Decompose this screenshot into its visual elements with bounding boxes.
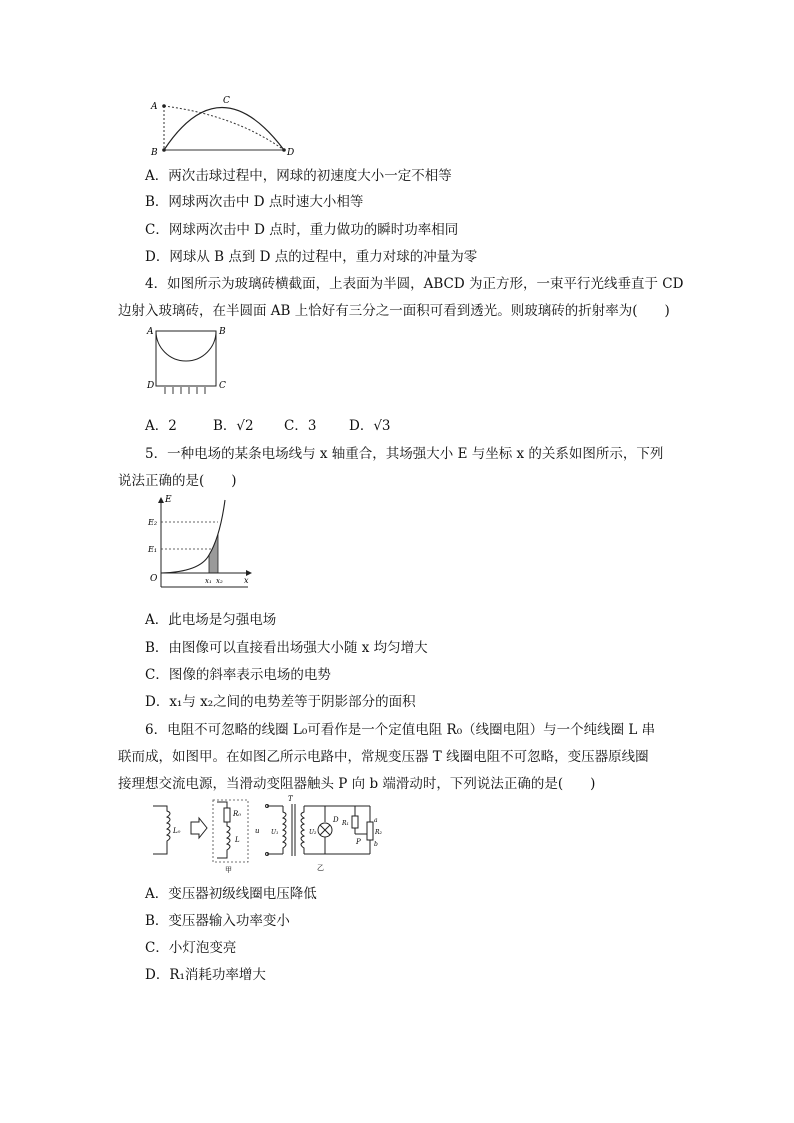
q4-stem-line1: 4．如图所示为玻璃砖横截面，上表面为半圆，ABCD 为正方形，一束平行光线垂直于 CD bbox=[145, 276, 684, 292]
q6-stem-line1: 6．电阻不可忽略的线圈 L₀可看作是一个定值电阻 R₀（线圈电阻）与一个纯线圈 L 串 bbox=[145, 722, 656, 738]
q6-option-c: C．小灯泡变亮 bbox=[145, 940, 237, 956]
label-B: B bbox=[219, 327, 226, 337]
label-U1: U₁ bbox=[271, 829, 279, 836]
label-x2: x₂ bbox=[216, 577, 223, 585]
label-b: b bbox=[374, 841, 378, 848]
label-T: T bbox=[288, 795, 293, 803]
q5-stem-line1: 5．一种电场的某条电场线与 x 轴重合，其场强大小 E 与坐标 x 的关系如图所示，下列 bbox=[145, 446, 664, 462]
circuit-figure bbox=[145, 794, 405, 874]
q4-option-d: D．√3 bbox=[349, 418, 391, 434]
label-A: A bbox=[147, 327, 154, 337]
label-a: a bbox=[374, 817, 378, 824]
label-P: P bbox=[356, 838, 361, 846]
q5-option-a: A．此电场是匀强电场 bbox=[145, 612, 277, 628]
label-x1: x₁ bbox=[205, 577, 212, 585]
q3-option-a: A．两次击球过程中，网球的初速度大小一定不相等 bbox=[145, 168, 452, 184]
label-D: D bbox=[333, 816, 339, 824]
label-D: D bbox=[287, 148, 295, 157]
q6-option-b: B．变压器输入功率变小 bbox=[145, 913, 290, 929]
q3-option-b: B．网球两次击中 D 点时速大小相等 bbox=[145, 194, 364, 210]
label-E: E bbox=[165, 495, 172, 505]
tennis-trajectory-figure bbox=[145, 95, 295, 157]
label-u: u bbox=[255, 827, 260, 835]
q4-option-c: C．3 bbox=[284, 418, 317, 434]
q3-option-c: C．网球两次击中 D 点时，重力做功的瞬时功率相同 bbox=[145, 222, 459, 238]
q4-option-a: A．2 bbox=[145, 418, 177, 434]
label-L0: L₀ bbox=[173, 827, 181, 835]
label-E2: E₂ bbox=[148, 518, 158, 527]
label-E1: E₁ bbox=[148, 545, 158, 554]
q6-stem-line3: 接理想交流电源，当滑动变阻器触头 P 向 b 端滑动时，下列说法正确的是( ) bbox=[118, 776, 596, 792]
q6-stem-line2: 联而成，如图甲。在如图乙所示电路中，常规变压器 T 线圈电阻不可忽略，变压器原线圈 bbox=[118, 749, 649, 765]
label-A: A bbox=[151, 102, 158, 112]
q6-option-d: D．R₁消耗功率增大 bbox=[145, 967, 266, 983]
label-C: C bbox=[219, 381, 226, 391]
q5-stem-line2: 说法正确的是( ) bbox=[118, 473, 237, 489]
q6-option-a: A．变压器初级线圈电压降低 bbox=[145, 886, 317, 902]
label-jia: 甲 bbox=[225, 866, 232, 874]
label-L: L bbox=[235, 836, 240, 844]
label-yi: 乙 bbox=[317, 864, 324, 872]
label-U2: U₂ bbox=[309, 829, 317, 836]
label-D: D bbox=[147, 381, 155, 391]
glass-brick-figure bbox=[145, 325, 235, 395]
label-x: x bbox=[244, 576, 249, 585]
label-O: O bbox=[150, 574, 158, 584]
label-R1: R₁ bbox=[342, 820, 349, 827]
q3-option-d: D．网球从 B 点到 D 点的过程中，重力对球的冲量为零 bbox=[145, 249, 478, 265]
q5-option-c: C．图像的斜率表示电场的电势 bbox=[145, 667, 331, 683]
label-C: C bbox=[223, 96, 230, 106]
field-strength-graph bbox=[145, 492, 255, 598]
label-B: B bbox=[151, 148, 158, 157]
q4-stem-line2: 边射入玻璃砖，在半圆面 AB 上恰好有三分之一面积可看到透光。则玻璃砖的折射率为( ) bbox=[118, 303, 670, 319]
q4-option-b: B．√2 bbox=[213, 418, 254, 434]
label-R2: R₂ bbox=[375, 829, 382, 836]
q5-option-d: D．x₁与 x₂之间的电势差等于阴影部分的面积 bbox=[145, 694, 416, 710]
q5-option-b: B．由图像可以直接看出场强大小随 x 均匀增大 bbox=[145, 640, 428, 656]
label-R0: R₀ bbox=[233, 810, 242, 818]
